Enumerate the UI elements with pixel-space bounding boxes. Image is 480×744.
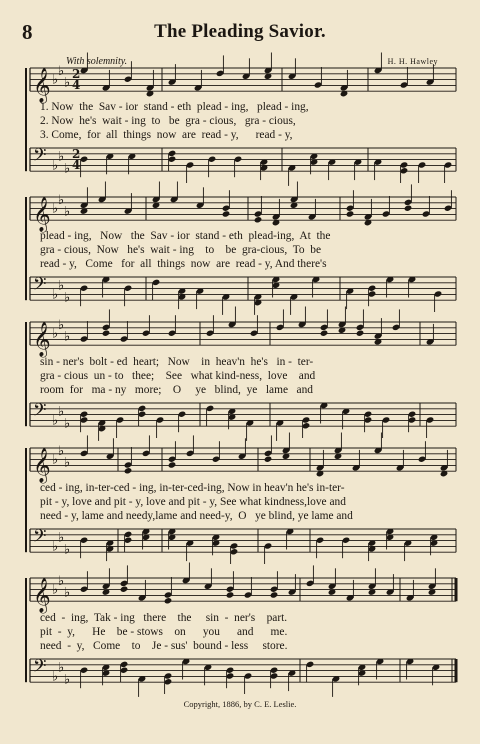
flat-icon: ♭	[58, 63, 65, 79]
lyric-line: 2. Now he's wait - ing to be gra - cious, gra - cious,	[40, 115, 296, 127]
lyric-line: need - y, lame and needy,lame and need-y, O ye blind, ye lame and	[40, 510, 353, 522]
lyric-line: pit - y, He be - stows on you and me.	[40, 626, 288, 638]
flat-icon: ♭	[58, 660, 65, 676]
treble-clef-icon: 𝄞	[33, 448, 51, 484]
flat-icon: ♭	[58, 530, 65, 546]
bass-clef-icon: 𝄢	[33, 400, 47, 424]
flat-icon: ♭	[64, 542, 71, 558]
flat-icon: ♭	[64, 585, 71, 601]
note-head	[264, 456, 273, 463]
flat-icon: ♭	[52, 201, 59, 217]
flat-icon: ♭	[58, 573, 65, 589]
lyric-line: sin - ner's bolt - ed heart; Now in heav'n he's in - ter-	[40, 356, 314, 368]
treble-clef-icon: 𝄞	[33, 197, 51, 233]
flat-icon: ♭	[52, 287, 59, 303]
note-head	[226, 591, 235, 598]
flat-icon: ♭	[58, 317, 65, 333]
note-head	[222, 210, 231, 217]
hymn-title: The Pleading Savior.	[154, 21, 326, 42]
lyric-line: ced - ing, Tak - ing there the sin - ner's part.	[40, 612, 288, 624]
treble-clef-icon: 𝄞	[33, 68, 51, 104]
flat-icon: ♭	[52, 413, 59, 429]
bass-clef-icon: 𝄢	[33, 274, 47, 298]
flat-icon: ♭	[64, 329, 71, 345]
lyric-line: gra - cious, Now he's wait - ing to be gra-cious, To be	[40, 244, 322, 256]
lyric-line: pit - y, love and pit - y, love and pit - y, See what kindness,love and	[40, 496, 346, 508]
flat-icon: ♭	[64, 290, 71, 306]
lyric-line: plead - ing, Now the Sav - ior stand - eth plead-ing, At the	[40, 230, 331, 242]
lyric-line: read - y, Come for all things now are read - y, And there's	[40, 258, 327, 270]
flat-icon: ♭	[64, 75, 71, 91]
note-head	[168, 461, 177, 468]
lyric-line: room for ma - ny more; O ye blind, ye lame and	[40, 384, 313, 396]
flat-icon: ♭	[52, 582, 59, 598]
flat-icon: ♭	[52, 539, 59, 555]
flat-icon: ♭	[64, 204, 71, 220]
time-signature: 4	[72, 78, 81, 92]
time-signature: 2	[72, 67, 81, 81]
note-head	[270, 591, 279, 598]
lyric-line: gra - cious un - to thee; See what kind-ness, love and	[40, 370, 316, 382]
flat-icon: ♭	[64, 416, 71, 432]
flat-icon: ♭	[52, 72, 59, 88]
note-head	[346, 210, 355, 217]
treble-clef-icon: 𝄞	[33, 578, 51, 614]
flat-icon: ♭	[52, 669, 59, 685]
lyric-line: need - y, Come to Je - sus' bound - less store.	[40, 640, 288, 652]
flat-icon: ♭	[52, 158, 59, 174]
treble-clef-icon: 𝄞	[33, 322, 51, 358]
lyric-line: 3. Come, for all things now are read - y, read - y,	[40, 129, 293, 141]
flat-icon: ♭	[58, 192, 65, 208]
copyright-notice: Copyright, 1886, by C. E. Leslie.	[183, 699, 297, 709]
flat-icon: ♭	[64, 161, 71, 177]
flat-icon: ♭	[58, 443, 65, 459]
tempo-marking: With solemnity.	[66, 56, 128, 67]
lyric-line: 1. Now the Sav - ior stand - eth plead - ing, plead - ing,	[40, 101, 309, 113]
note-head	[356, 330, 365, 337]
flat-icon: ♭	[58, 404, 65, 420]
note-head	[102, 330, 111, 337]
flat-icon: ♭	[64, 455, 71, 471]
note-head	[120, 586, 129, 593]
note-head	[124, 467, 133, 474]
lyric-line: ced - ing, in-ter-ced - ing, in-ter-ced-ing, Now in heav'n he's in-ter-	[40, 482, 345, 494]
note-head	[404, 205, 413, 212]
note-head	[320, 330, 329, 337]
flat-icon: ♭	[58, 149, 65, 165]
composer-credit: H. H. Hawley	[387, 57, 438, 66]
note-head	[164, 597, 173, 604]
bass-clef-icon: 𝄢	[33, 656, 47, 680]
time-signature: 4	[72, 158, 81, 172]
flat-icon: ♭	[52, 452, 59, 468]
page-number: 8	[22, 20, 33, 44]
bass-clef-icon: 𝄢	[33, 145, 47, 169]
time-signature: 2	[72, 147, 81, 161]
note-head	[254, 216, 263, 223]
flat-icon: ♭	[64, 672, 71, 688]
flat-icon: ♭	[58, 278, 65, 294]
flat-icon: ♭	[52, 326, 59, 342]
bass-clef-icon: 𝄢	[33, 526, 47, 550]
